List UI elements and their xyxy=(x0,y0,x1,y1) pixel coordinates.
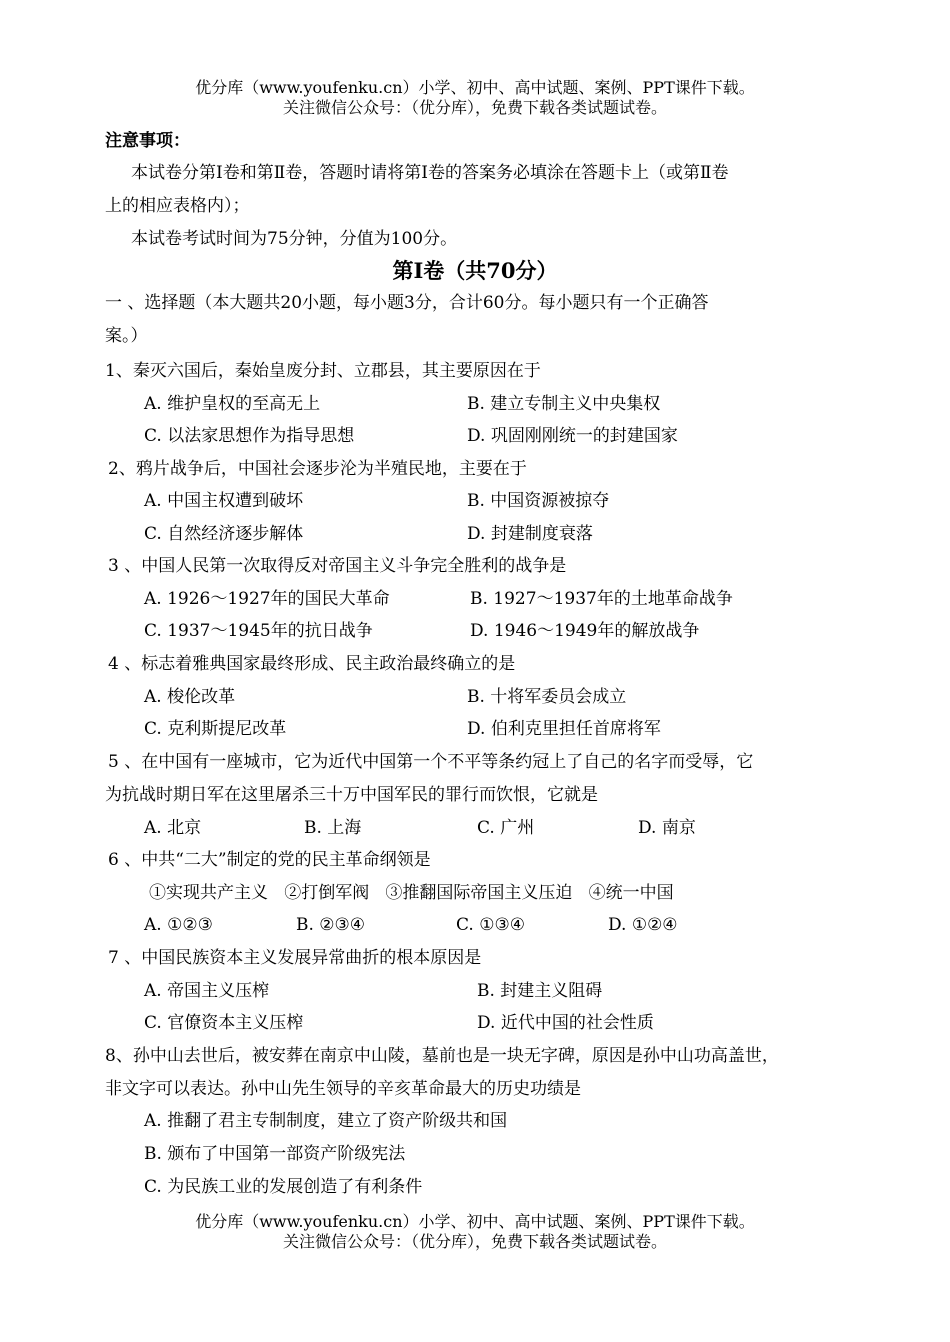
question-6-option-c: C. ①③④ xyxy=(456,915,525,935)
question-6-option-a: A. ①②③ xyxy=(144,915,213,935)
question-2-stem: 2、鸦片战争后，中国社会逐步沦为半殖民地，主要在于 xyxy=(108,459,527,479)
question-8-stem-a: 8、孙中山去世后，被安葬在南京中山陵，墓前也是一块无字碑，原因是孙中山功高盖世， xyxy=(105,1046,779,1066)
question-4-option-a: A. 梭伦改革 xyxy=(144,687,236,707)
question-6-items: ①实现共产主义 ②打倒军阀 ③推翻国际帝国主义压迫 ④统一中国 xyxy=(149,883,674,903)
question-8-option-c: C. 为民族工业的发展创造了有利条件 xyxy=(144,1177,423,1197)
question-6-stem: 6 、中共“二大”制定的党的民主革命纲领是 xyxy=(108,850,431,870)
section-intro-a: 一 、选择题（本大题共20小题，每小题3分，合计60分。每小题只有一个正确答 xyxy=(105,293,709,313)
notice-paragraph-1b: 上的相应表格内）； xyxy=(105,196,250,216)
question-4-stem: 4 、标志着雅典国家最终形成、民主政治最终确立的是 xyxy=(108,654,516,674)
notice-paragraph-1a: 本试卷分第Ⅰ卷和第Ⅱ卷，答题时请将第Ⅰ卷的答案务必填涂在答题卡上（或第Ⅱ卷 xyxy=(131,163,729,183)
header-line-2: 关注微信公众号：（优分库），免费下载各类试题试卷。 xyxy=(282,98,667,117)
question-7-option-d: D. 近代中国的社会性质 xyxy=(477,1013,654,1033)
question-2-option-b: B. 中国资源被掠夺 xyxy=(467,491,610,511)
question-5-option-b: B. 上海 xyxy=(304,818,362,838)
question-3-option-c: C. 1937～1945年的抗日战争 xyxy=(144,621,373,641)
question-5-stem-a: 5 、在中国有一座城市，它为近代中国第一个不平等条约冠上了自己的名字而受辱，它 xyxy=(108,752,754,772)
question-6-option-b: B. ②③④ xyxy=(296,915,366,935)
question-6-option-d: D. ①②④ xyxy=(608,915,678,935)
question-5-option-a: A. 北京 xyxy=(144,818,202,838)
question-3-option-b: B. 1927～1937年的土地革命战争 xyxy=(470,589,733,609)
question-4-option-d: D. 伯利克里担任首席将军 xyxy=(467,719,661,739)
question-1-option-a: A. 维护皇权的至高无上 xyxy=(144,394,321,414)
question-4-option-c: C. 克利斯提尼改革 xyxy=(144,719,287,739)
question-1-option-b: B. 建立专制主义中央集权 xyxy=(467,394,661,414)
notice-title: 注意事项： xyxy=(105,131,190,151)
question-4-option-b: B. 十将军委员会成立 xyxy=(467,687,627,707)
question-5-option-c: C. 广州 xyxy=(477,818,535,838)
question-5-stem-b: 为抗战时期日军在这里屠杀三十万中国军民的罪行而饮恨，它就是 xyxy=(105,785,598,805)
question-8-stem-b: 非文字可以表达。孙中山先生领导的辛亥革命最大的历史功绩是 xyxy=(105,1079,581,1099)
section-title: 第Ⅰ卷（共70分） xyxy=(392,258,558,283)
question-3-stem: 3 、中国人民第一次取得反对帝国主义斗争完全胜利的战争是 xyxy=(108,556,567,576)
question-3-option-a: A. 1926～1927年的国民大革命 xyxy=(144,589,390,609)
section-intro-b: 案。） xyxy=(105,326,148,346)
question-3-option-d: D. 1946～1949年的解放战争 xyxy=(470,621,700,641)
question-1-option-c: C. 以法家思想作为指导思想 xyxy=(144,426,355,446)
question-7-option-b: B. 封建主义阻碍 xyxy=(477,981,603,1001)
question-8-option-a: A. 推翻了君主专制制度，建立了资产阶级共和国 xyxy=(144,1111,508,1131)
footer-line-1: 优分库（www.youfenku.cn）小学、初中、高中试题、案例、PPT课件下载。 xyxy=(195,1212,755,1231)
question-2-option-d: D. 封建制度衰落 xyxy=(467,524,593,544)
question-8-option-b: B. 颁布了中国第一部资产阶级宪法 xyxy=(144,1144,406,1164)
header-line-1: 优分库（www.youfenku.cn）小学、初中、高中试题、案例、PPT课件下载。 xyxy=(195,78,755,97)
question-7-option-c: C. 官僚资本主义压榨 xyxy=(144,1013,304,1033)
footer-line-2: 关注微信公众号：（优分库），免费下载各类试题试卷。 xyxy=(282,1232,667,1251)
question-7-option-a: A. 帝国主义压榨 xyxy=(144,981,270,1001)
question-1-stem: 1、秦灭六国后，秦始皇废分封、立郡县，其主要原因在于 xyxy=(105,361,541,381)
question-2-option-a: A. 中国主权遭到破坏 xyxy=(144,491,304,511)
question-5-option-d: D. 南京 xyxy=(638,818,696,838)
question-7-stem: 7 、中国民族资本主义发展异常曲折的根本原因是 xyxy=(108,948,482,968)
question-1-option-d: D. 巩固刚刚统一的封建国家 xyxy=(467,426,678,446)
notice-paragraph-2: 本试卷考试时间为75分钟，分值为100分。 xyxy=(131,229,458,249)
question-2-option-c: C. 自然经济逐步解体 xyxy=(144,524,304,544)
